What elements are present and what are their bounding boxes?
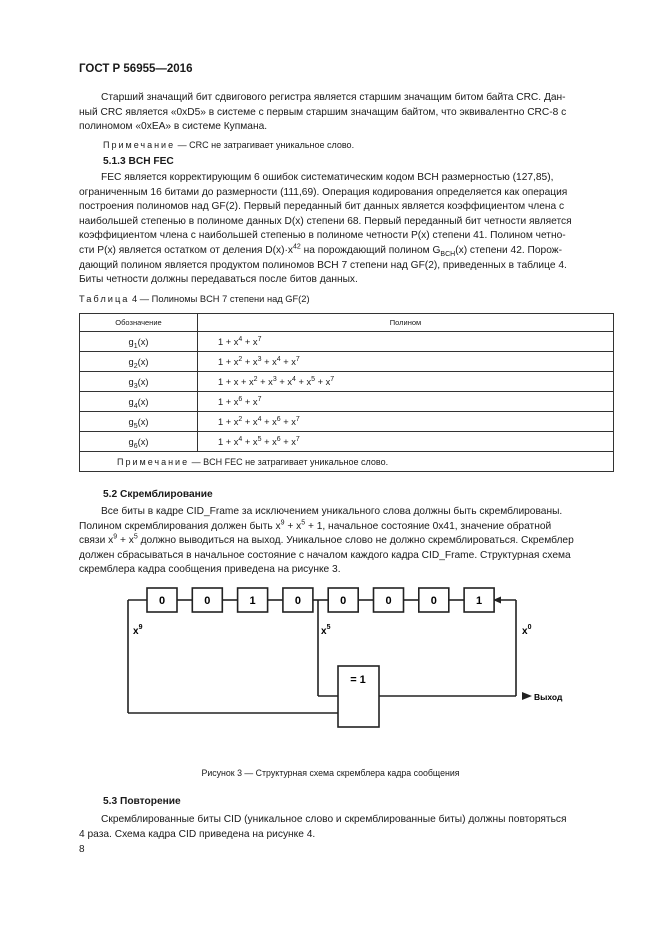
arrow-out-icon (522, 692, 532, 700)
section-5-3-title: 5.3 Повторение (103, 796, 181, 807)
doc-header: ГОСТ Р 56955—2016 (79, 63, 193, 75)
polynomial-cell: $1 + x^2 + x^3 + x^4 + x^7$ (198, 352, 614, 372)
table-note-row (80, 452, 614, 472)
register-bit: 1 (249, 595, 256, 607)
paragraph-scrambling: Все биты в кадре CID_Frame за исключением уникального слова должны быть скремблированы. Полином скремблирования должен быть $x^9 + x^5 + 1$, начальное состояние 0x41, значение обратной связи $x^9 + x^5$ должно выводиться на выход. Уникальное слово не должно скремблироваться. Скремблер должен сбрасываться в начальное состояние с началом каждого кадра CID_Frame. Структурная схема скремблера кадра сообщения приведена на рисунке 3. (79, 506, 574, 576)
register-bit: 0 (385, 595, 392, 607)
polynomial-cell: $1 + x^4 + x^7$ (198, 332, 614, 352)
bch-polynomial-table (79, 313, 614, 472)
table-row (80, 372, 614, 392)
register-bit: 0 (430, 595, 437, 607)
table-note: Примечание — BCH FEC не затрагивает уникальное слово. (80, 452, 614, 472)
table-row (80, 392, 614, 412)
polynomial-cell: $1 + x^2 + x^4 + x^6 + x^7$ (198, 412, 614, 432)
paragraph-repetition: Скремблированные биты CID (уникальное слово и скремблированные биты) должны повторяться 4 раза. Схема кадра CID приведена на рисунке 4. (79, 814, 567, 840)
designation-cell: $g_1(x)$ (80, 332, 198, 352)
designation-cell: $g_3(x)$ (80, 372, 198, 392)
table-row (80, 412, 614, 432)
figure-caption: Рисунок 3 — Структурная схема скремблера кадра сообщения (201, 768, 460, 778)
designation-cell: $g_2(x)$ (80, 352, 198, 372)
output-label: Выход (534, 692, 563, 702)
xor-label: = 1 (350, 674, 366, 686)
polynomial-cell: $1 + x^4 + x^5 + x^6 + x^7$ (198, 432, 614, 452)
designation-cell: $g_5(x)$ (80, 412, 198, 432)
register-bit: 0 (158, 595, 166, 607)
polynomial-cell: $1 + x^6 + x^7$ (198, 392, 614, 412)
note-crc: Примечание — CRC не затрагивает уникальное слово. (103, 140, 355, 150)
col-header-designation: Обозначение (80, 314, 198, 332)
paragraph-bch: FEC является корректирующим 6 ошибок систематическим кодом BCH размерностью (127,85), ограниченным 16 битами до размерности (111,69). Операция кодирования определяется как операция построения полиномов над GF(2). Первый переданный бит данных является коэффициентом члена с наибольшей степенью в полиноме данных D(x) степени 68. Первый переданный бит четности является коэффициентом члена с наибольшей степенью в полиноме четности P(x) степени 41. Полином четно- сти P(x) является остатком от деления $D(x)\cdot x^{42}$ на порождающий полином $G_{BCH}(x)$ степени 42. Порож- дающий полином является продуктом полиномов BCH 7 степени над GF(2), приведенных в таблице 4. Биты четности должны передаваться после битов данных. (79, 172, 572, 286)
tap-x5-label: $x^5$ (321, 624, 331, 637)
scrambler-diagram (0, 580, 661, 740)
designation-cell: $g_4(x)$ (80, 392, 198, 412)
page-number: 8 (79, 844, 85, 855)
table-row (80, 432, 614, 452)
tap-x9-label: $x^9$ (133, 624, 143, 637)
table-row (80, 352, 614, 372)
register-bit: 0 (294, 595, 301, 607)
section-5-2-title: 5.2 Скремблирование (103, 489, 213, 500)
register-bit: 1 (476, 595, 483, 607)
col-header-polynomial: Полином (198, 314, 614, 332)
section-5-1-3-title: 5.1.3 BCH FEC (103, 156, 174, 167)
paragraph-crc: Старший значащий бит сдвигового регистра является старшим значащим битом байта CRC. Дан- ный CRC является «0xD5» в системе с первым старшим значащим байтом, что эквивалентно CRC-8 с полиномом «0xEA» в системе Купмана. (79, 92, 567, 133)
register-bit: 0 (340, 595, 347, 607)
register-bit: 0 (204, 595, 211, 607)
table-header-row (80, 314, 614, 332)
designation-cell: $g_6(x)$ (80, 432, 198, 452)
polynomial-cell: $1 + x + x^2 + x^3 + x^4 + x^5 + x^7$ (198, 372, 614, 392)
table-row (80, 332, 614, 352)
table-caption: Таблица 4 — Полиномы BCH 7 степени над GF(2) (79, 294, 310, 304)
tap-x0-label: $x^0$ (522, 624, 532, 637)
